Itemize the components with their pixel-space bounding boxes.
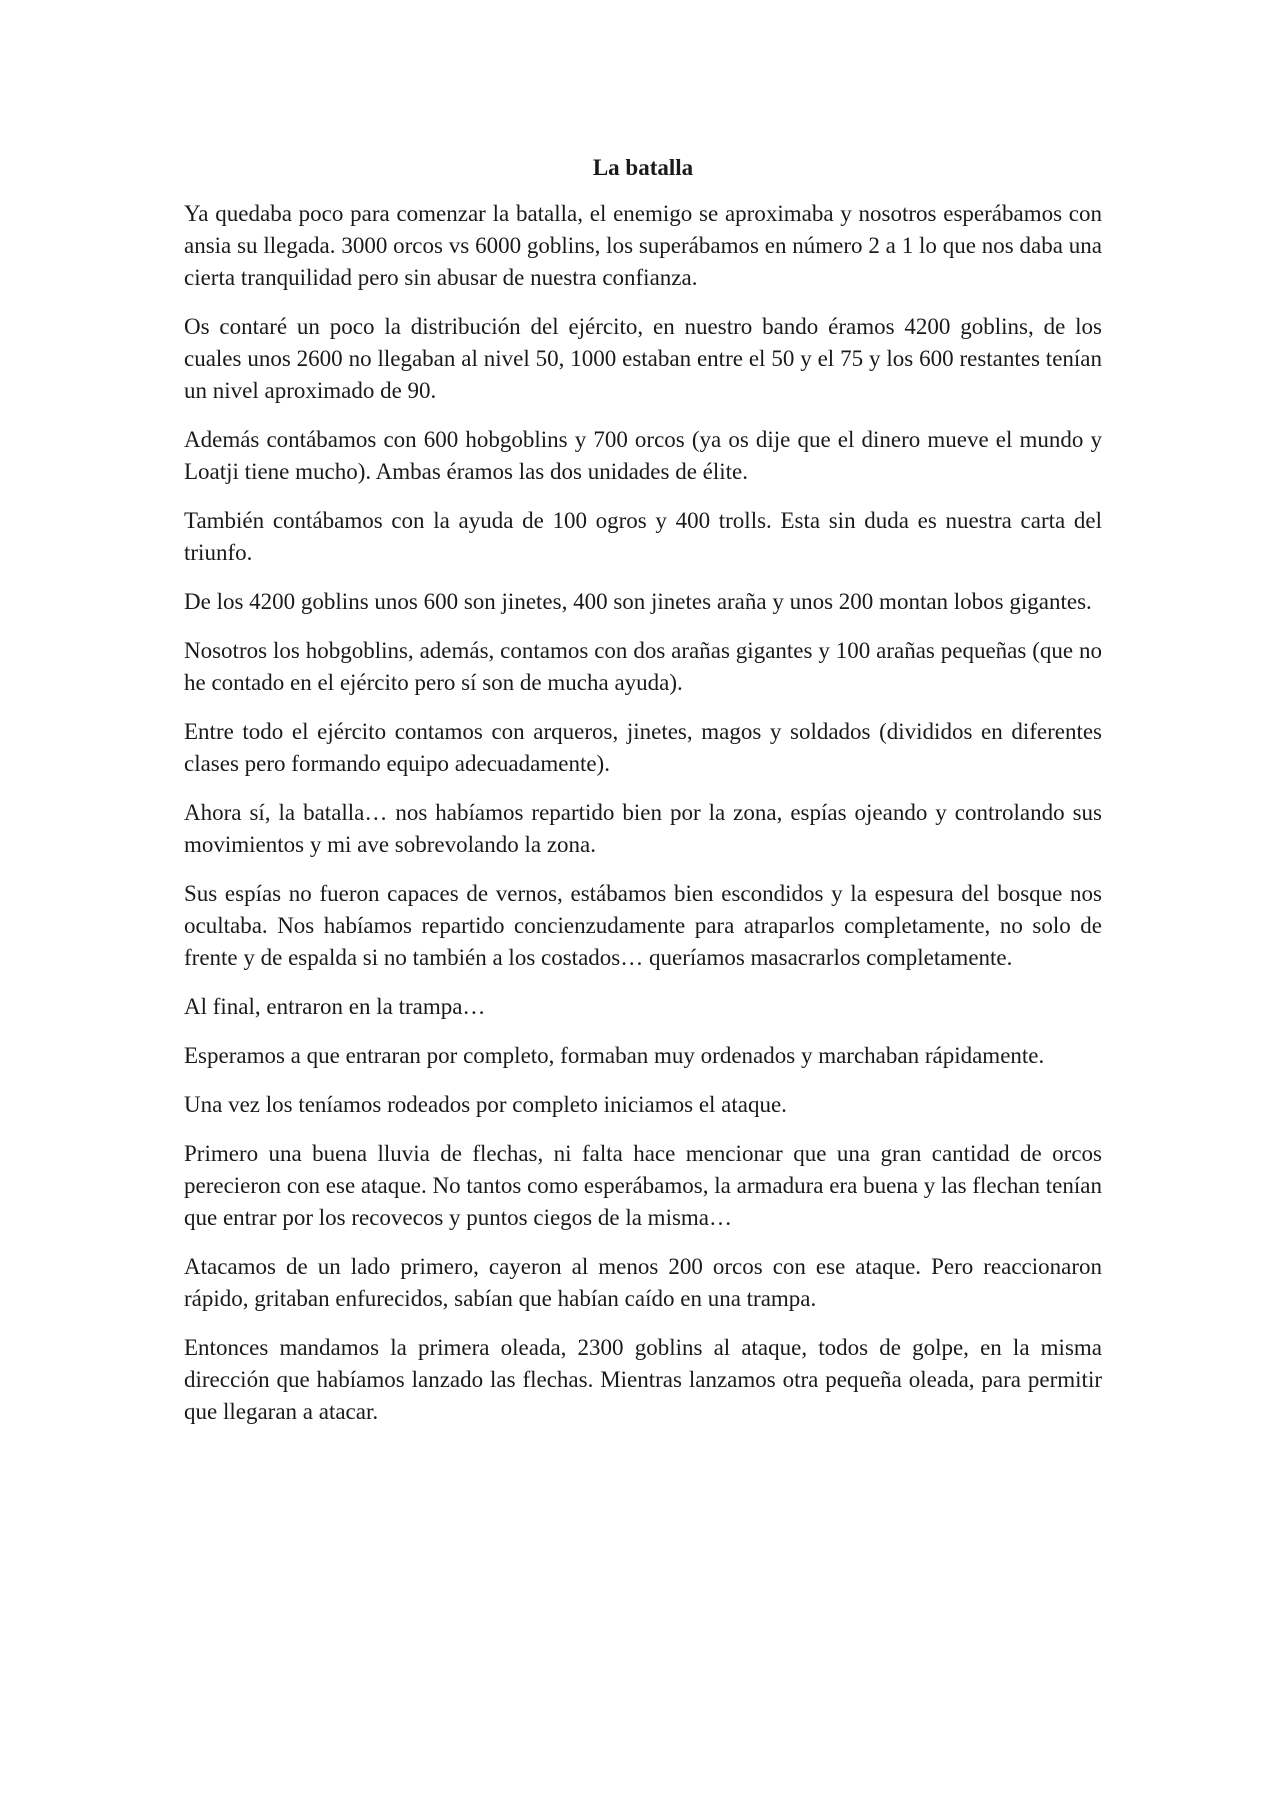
paragraph: Además contábamos con 600 hobgoblins y 700 orcos (ya os dije que el dinero mueve el mundo y Loatji tiene mucho). Ambas éramos las dos unidades de élite. bbox=[184, 427, 1102, 484]
paragraph: De los 4200 goblins unos 600 son jinetes, 400 son jinetes araña y unos 200 montan lobos gigantes. bbox=[184, 589, 1092, 614]
paragraph: También contábamos con la ayuda de 100 ogros y 400 trolls. Esta sin duda es nuestra carta del triunfo. bbox=[184, 508, 1102, 565]
paragraph: Una vez los teníamos rodeados por completo iniciamos el ataque. bbox=[184, 1092, 787, 1117]
paragraph: Ahora sí, la batalla… nos habíamos repartido bien por la zona, espías ojeando y controlando sus movimientos y mi ave sobrevolando la zona. bbox=[184, 800, 1102, 857]
paragraph: Os contaré un poco la distribución del ejército, en nuestro bando éramos 4200 goblins, de los cuales unos 2600 no llegaban al nivel 50, 1000 estaban entre el 50 y el 75 y los 600 restantes tenían un nivel aproximado de 90. bbox=[184, 314, 1102, 403]
paragraph: Nosotros los hobgoblins, además, contamos con dos arañas gigantes y 100 arañas pequeñas (que no he contado en el ejército pero sí son de mucha ayuda). bbox=[184, 638, 1102, 695]
document-title: La batalla bbox=[592, 155, 694, 180]
paragraph: Al final, entraron en la trampa… bbox=[184, 994, 486, 1019]
paragraph: Entonces mandamos la primera oleada, 2300 goblins al ataque, todos de golpe, en la misma dirección que habíamos lanzado las flechas. Mientras lanzamos otra pequeña oleada, para permitir que llegaran a atacar. bbox=[184, 1335, 1102, 1424]
paragraph: Entre todo el ejército contamos con arqueros, jinetes, magos y soldados (divididos en diferentes clases pero formando equipo adecuadamente). bbox=[184, 719, 1102, 776]
paragraph: Primero una buena lluvia de flechas, ni falta hace mencionar que una gran cantidad de orcos perecieron con ese ataque. No tantos como esperábamos, la armadura era buena y las flechan tenían que entrar por los recovecos y puntos ciegos de la misma… bbox=[184, 1141, 1102, 1230]
paragraph: Atacamos de un lado primero, cayeron al menos 200 orcos con ese ataque. Pero reaccionaron rápido, gritaban enfurecidos, sabían que habían caído en una trampa. bbox=[184, 1254, 1102, 1311]
document-body bbox=[184, 152, 1102, 1445]
paragraph: Sus espías no fueron capaces de vernos, estábamos bien escondidos y la espesura del bosque nos ocultaba. Nos habíamos repartido concienzudamente para atraparlos completamente, no solo de frente y de espalda si no también a los costados… queríamos masacrarlos completamente. bbox=[184, 881, 1102, 970]
paragraph: Esperamos a que entraran por completo, formaban muy ordenados y marchaban rápidamente. bbox=[184, 1043, 1045, 1068]
paragraph: Ya quedaba poco para comenzar la batalla, el enemigo se aproximaba y nosotros esperábamos con ansia su llegada. 3000 orcos vs 6000 goblins, los superábamos en número 2 a 1 lo que nos daba una cierta tranquilidad pero sin abusar de nuestra confianza. bbox=[184, 201, 1102, 290]
